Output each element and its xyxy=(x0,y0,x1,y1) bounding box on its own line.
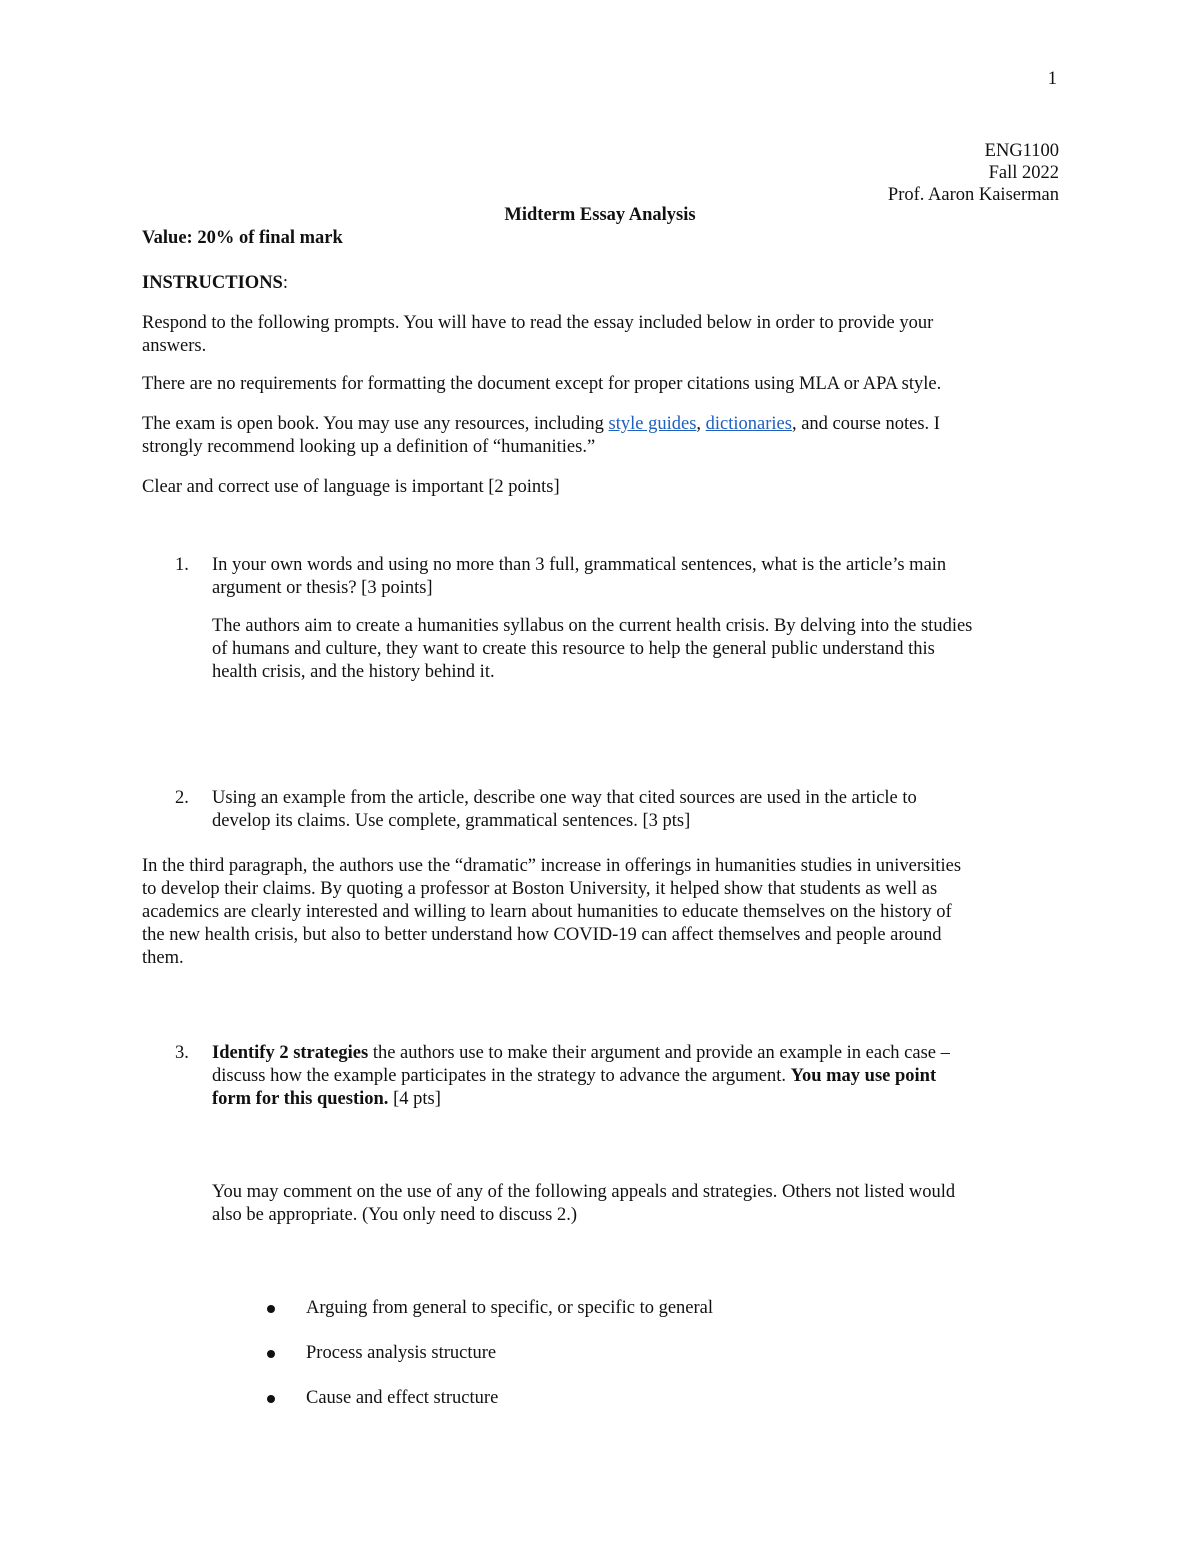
dictionaries-link[interactable]: dictionaries xyxy=(705,414,792,434)
instructions-heading-colon: : xyxy=(282,273,288,293)
question-3-line2 xyxy=(212,1065,1062,1088)
instructions-heading xyxy=(142,272,1062,295)
question-1-line1: In your own words and using no more than 3 full, grammatical sentences, what is the article’s main xyxy=(212,555,947,575)
question-3-note-line1: You may comment on the use of any of the following appeals and strategies. Others not listed would xyxy=(212,1182,956,1202)
bullet-icon xyxy=(267,1395,275,1403)
course-header xyxy=(888,140,1059,206)
strategy-list-item: Process analysis structure xyxy=(306,1343,497,1363)
answer-1-line1: The authors aim to create a humanities syllabus on the current health crisis. By delving into the studies xyxy=(212,616,973,636)
answer-1-line2: of humans and culture, they want to create this resource to help the general public understand this xyxy=(212,639,935,659)
instructions-paragraph-3 xyxy=(142,413,1062,459)
question-3-note xyxy=(212,1181,1062,1227)
instructions-paragraph-4: Clear and correct use of language is important [2 points] xyxy=(142,477,560,497)
value-line: Value: 20% of final mark xyxy=(142,228,343,248)
strategy-list-item: Cause and effect structure xyxy=(306,1388,499,1408)
question-3-line3-rest: [4 pts] xyxy=(388,1089,441,1109)
bullet-icon xyxy=(267,1305,275,1313)
question-3-prompt xyxy=(212,1042,1062,1111)
answer-2-line4: the new health crisis, but also to better understand how COVID-19 can affect themselves and people around xyxy=(142,925,942,945)
question-3-number: 3. xyxy=(175,1043,189,1063)
course-term: Fall 2022 xyxy=(988,163,1059,183)
question-3-line1-rest: the authors use to make their argument and provide an example in each case – xyxy=(368,1043,950,1063)
answer-2-line2: to develop their claims. By quoting a professor at Boston University, it helped show that students as well as xyxy=(142,879,938,899)
question-3-note-line2: also be appropriate. (You only need to discuss 2.) xyxy=(212,1205,577,1225)
strategy-list-item: Arguing from general to specific, or specific to general xyxy=(306,1298,714,1318)
question-3-line2-rest: discuss how the example participates in the strategy to advance the argument. xyxy=(212,1066,791,1086)
instructions-heading-text: INSTRUCTIONS xyxy=(142,273,283,293)
question-2-line1: Using an example from the article, describe one way that cited sources are used in the article to xyxy=(212,788,917,808)
question-1-line2: argument or thesis? [3 points] xyxy=(212,578,433,598)
question-3-line3 xyxy=(212,1088,1062,1111)
course-professor: Prof. Aaron Kaiserman xyxy=(887,185,1059,205)
question-1-prompt xyxy=(212,554,1062,600)
question-2-prompt xyxy=(212,787,1062,833)
question-1-number: 1. xyxy=(175,555,189,575)
question-3-line1-bold: Identify 2 strategies xyxy=(212,1043,369,1063)
answer-2-line3: academics are clearly interested and willing to learn about humanities to educate themselves on the history of xyxy=(142,902,952,922)
instructions-p3-suffix: , and course notes. I xyxy=(791,414,940,434)
question-1-answer xyxy=(212,615,1062,684)
instructions-p1-line1: Respond to the following prompts. You will have to read the essay included below in order to provide your xyxy=(142,313,934,333)
answer-1-line3: health crisis, and the history behind it. xyxy=(212,662,495,682)
answer-2-line5: them. xyxy=(142,948,184,968)
instructions-p3-line2: strongly recommend looking up a definition of “humanities.” xyxy=(142,437,596,457)
instructions-paragraph-2: There are no requirements for formatting the document except for proper citations using MLA or APA style. xyxy=(142,374,942,394)
instructions-p1-line2: answers. xyxy=(142,336,207,356)
question-3-line2-bold: You may use point xyxy=(790,1066,937,1086)
course-code: ENG1100 xyxy=(984,141,1059,161)
instructions-paragraph-1 xyxy=(142,312,1062,358)
instructions-p3-line1 xyxy=(142,413,1062,436)
instructions-p3-separator: , xyxy=(696,414,706,434)
instructions-p3-prefix: The exam is open book. You may use any resources, including xyxy=(142,414,609,434)
page-number: 1 xyxy=(1047,69,1057,89)
question-2-line2: develop its claims. Use complete, grammatical sentences. [3 pts] xyxy=(212,811,691,831)
document-title: Midterm Essay Analysis xyxy=(504,205,696,225)
style-guides-link[interactable]: style guides xyxy=(608,414,697,434)
question-3-line1 xyxy=(212,1042,1062,1065)
answer-2-line1: In the third paragraph, the authors use the “dramatic” increase in offerings in humanities studies in universities xyxy=(142,856,962,876)
question-2-number: 2. xyxy=(175,788,189,808)
bullet-icon xyxy=(267,1350,275,1358)
question-3-line3-bold: form for this question. xyxy=(212,1089,389,1109)
question-2-answer xyxy=(142,855,1062,970)
